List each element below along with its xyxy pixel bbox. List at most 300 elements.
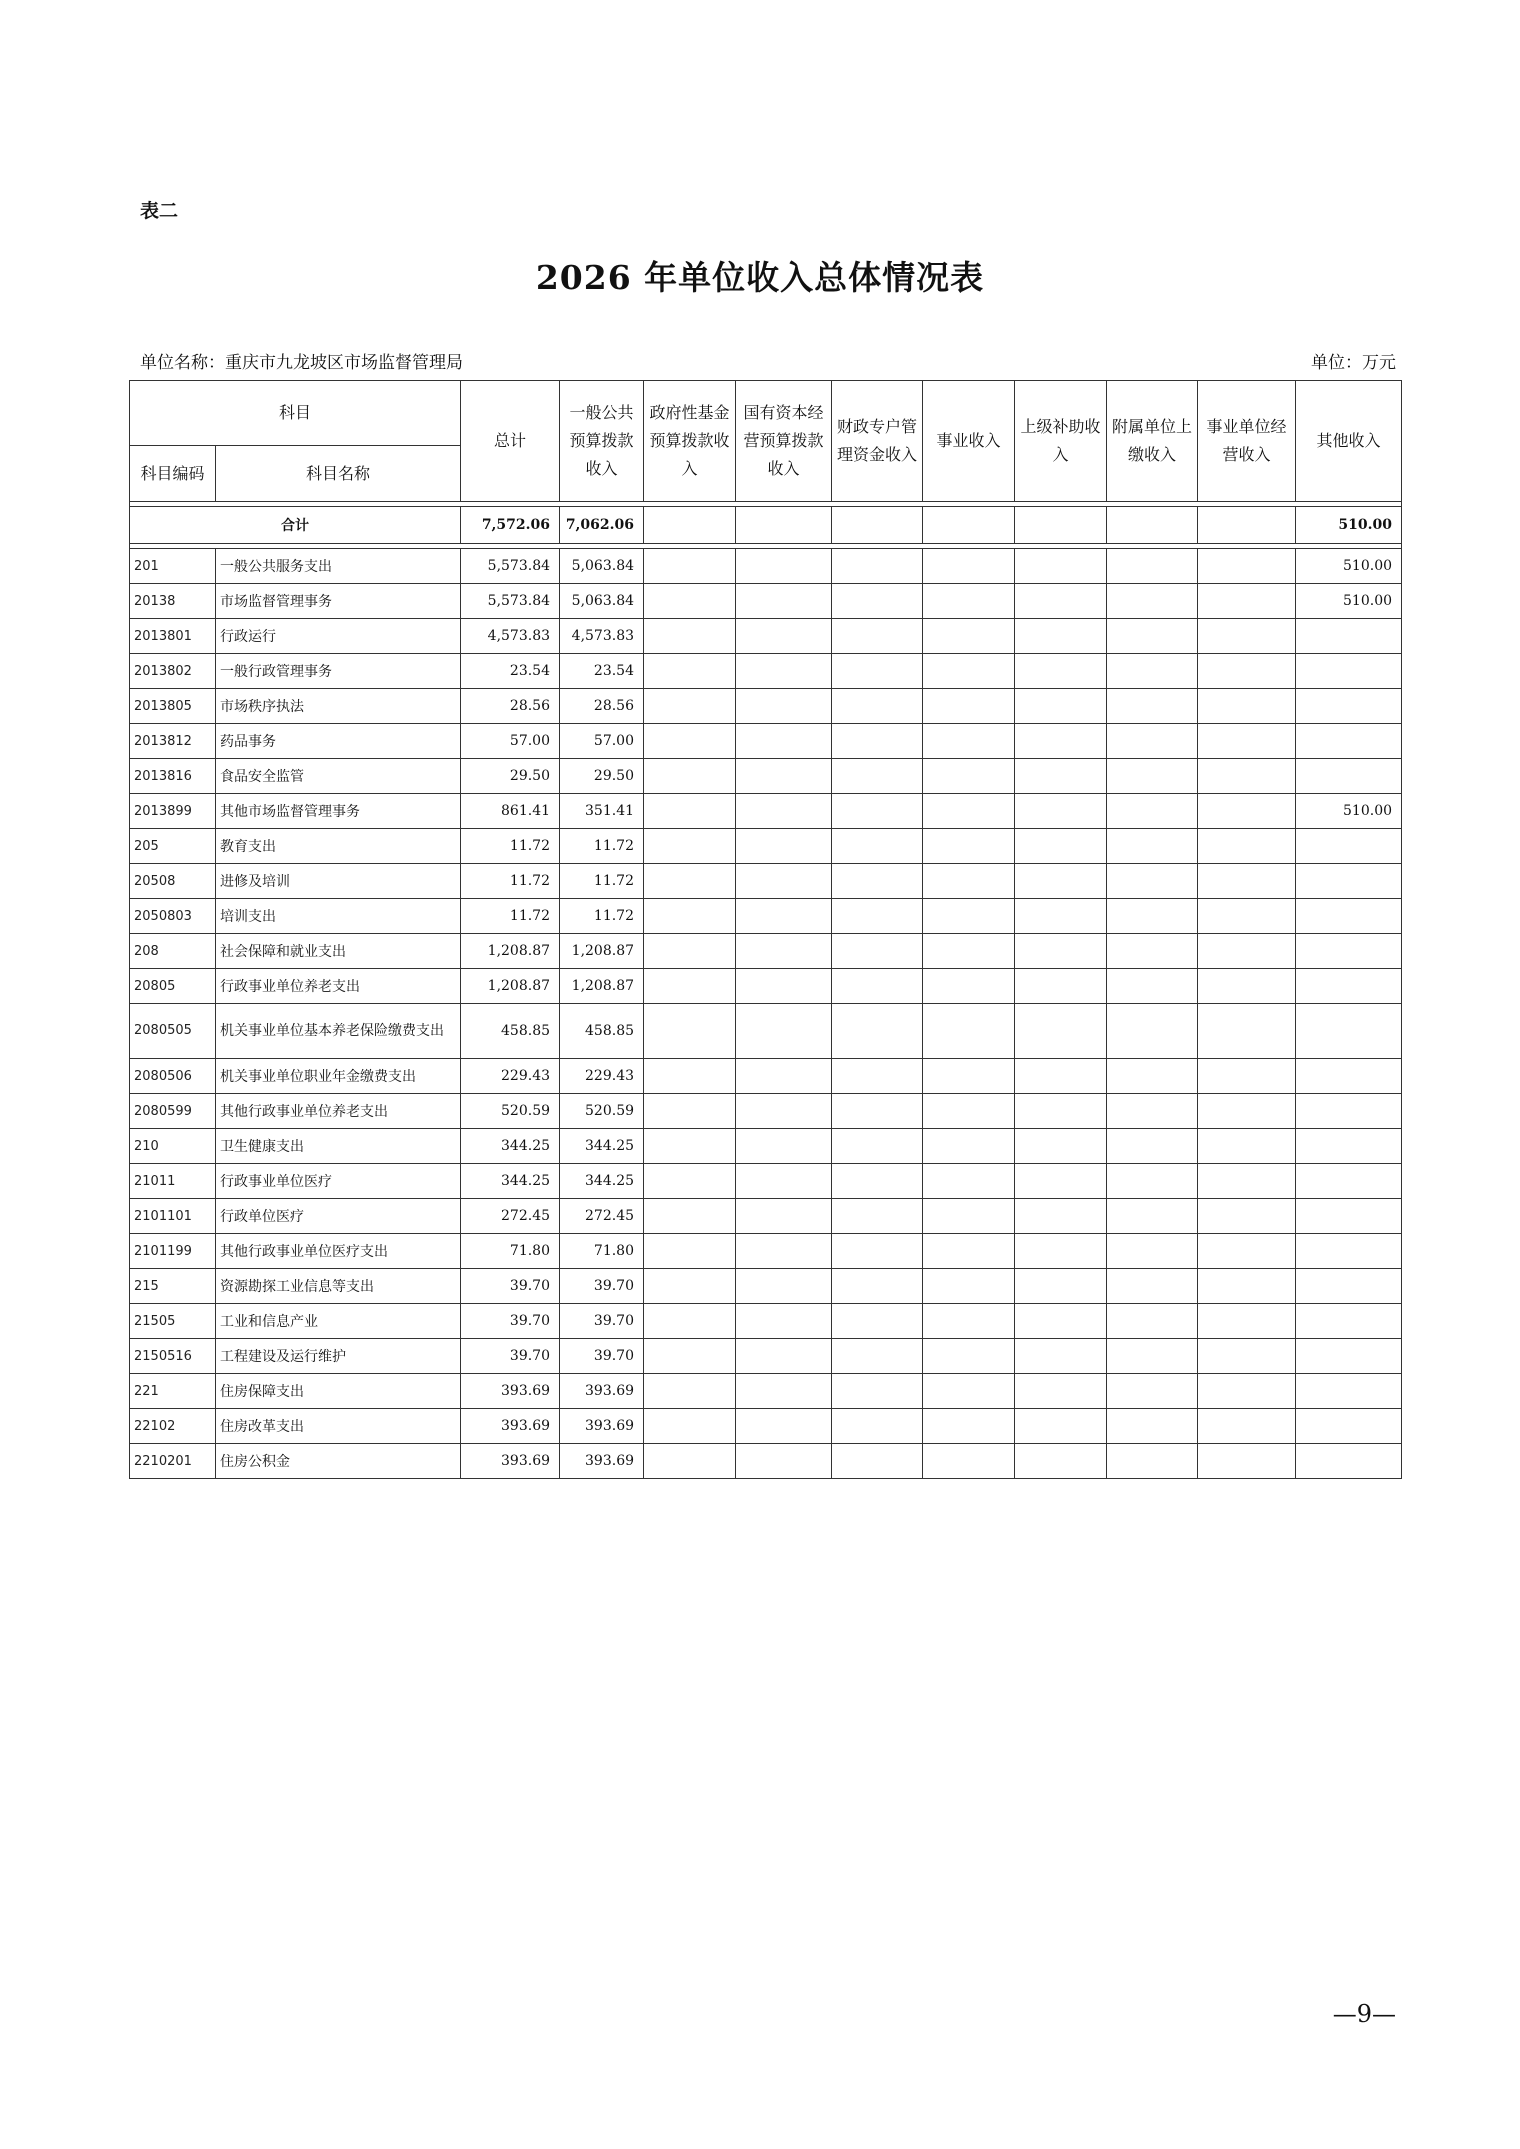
empty-cell	[1198, 794, 1296, 829]
subject-code: 2013816	[130, 759, 216, 794]
empty-cell	[1015, 864, 1107, 899]
other-income-cell	[1296, 1409, 1402, 1444]
subject-name: 行政单位医疗	[216, 1199, 461, 1234]
total-label: 合计	[130, 507, 461, 544]
total-cell: 23.54	[461, 654, 560, 689]
empty-cell	[736, 1409, 832, 1444]
empty-cell	[1107, 1234, 1198, 1269]
unit-label: 单位：万元	[1311, 353, 1396, 373]
general-budget-cell: 393.69	[560, 1444, 644, 1479]
empty-cell	[736, 1269, 832, 1304]
other-income-cell	[1296, 1004, 1402, 1059]
table-row	[130, 1444, 1402, 1479]
empty-cell	[1198, 1004, 1296, 1059]
general-budget-cell: 393.69	[560, 1374, 644, 1409]
header-subject-name: 科目名称	[216, 446, 461, 502]
subject-code: 2150516	[130, 1339, 216, 1374]
page-number: —9—	[1332, 2000, 1396, 2028]
header-business-income: 事业收入	[923, 381, 1015, 502]
header-superior-subsidy: 上级补助收入	[1015, 381, 1107, 502]
table-row	[130, 759, 1402, 794]
other-income-cell	[1296, 1234, 1402, 1269]
total-cell: 458.85	[461, 1004, 560, 1059]
subject-code: 2050803	[130, 899, 216, 934]
empty-cell	[832, 1234, 923, 1269]
empty-cell	[832, 1374, 923, 1409]
empty-cell	[832, 1304, 923, 1339]
empty-cell	[644, 1374, 736, 1409]
other-income-cell	[1296, 619, 1402, 654]
empty-cell	[1107, 969, 1198, 1004]
empty-cell	[1198, 1094, 1296, 1129]
empty-cell	[644, 1234, 736, 1269]
empty-cell	[644, 619, 736, 654]
general-budget-cell: 39.70	[560, 1339, 644, 1374]
empty-cell	[832, 1339, 923, 1374]
header-operating-income: 事业单位经营收入	[1198, 381, 1296, 502]
general-budget-cell: 71.80	[560, 1234, 644, 1269]
empty-cell	[1198, 1059, 1296, 1094]
empty-cell	[736, 1094, 832, 1129]
other-income-cell: 510.00	[1296, 549, 1402, 584]
table-row	[130, 1059, 1402, 1094]
empty-cell	[923, 829, 1015, 864]
empty-cell	[923, 1094, 1015, 1129]
empty-cell	[1198, 864, 1296, 899]
empty-cell	[1107, 1004, 1198, 1059]
empty-cell	[1015, 969, 1107, 1004]
total-cell: 520.59	[461, 1094, 560, 1129]
empty-cell	[923, 1129, 1015, 1164]
header-total: 总计	[461, 381, 560, 502]
subject-name: 行政事业单位医疗	[216, 1164, 461, 1199]
general-budget-cell: 458.85	[560, 1004, 644, 1059]
subject-code: 2101199	[130, 1234, 216, 1269]
general-budget-cell: 344.25	[560, 1129, 644, 1164]
other-income-cell	[1296, 1129, 1402, 1164]
empty-cell	[1198, 899, 1296, 934]
subject-code: 2101101	[130, 1199, 216, 1234]
subject-code: 2080599	[130, 1094, 216, 1129]
empty-cell	[832, 829, 923, 864]
subject-name: 住房公积金	[216, 1444, 461, 1479]
subject-code: 21011	[130, 1164, 216, 1199]
empty-cell	[1198, 689, 1296, 724]
general-budget-cell: 29.50	[560, 759, 644, 794]
total-other-income: 510.00	[1296, 507, 1402, 544]
empty-cell	[1015, 1164, 1107, 1199]
subject-code: 2013801	[130, 619, 216, 654]
general-budget-cell: 39.70	[560, 1269, 644, 1304]
empty-cell	[832, 1444, 923, 1479]
subject-name: 工程建设及运行维护	[216, 1339, 461, 1374]
empty-cell	[1107, 1374, 1198, 1409]
empty-cell	[923, 1199, 1015, 1234]
empty-cell	[1107, 1339, 1198, 1374]
subject-name: 资源勘探工业信息等支出	[216, 1269, 461, 1304]
empty-cell	[832, 1409, 923, 1444]
empty-cell	[832, 1129, 923, 1164]
subject-name: 住房改革支出	[216, 1409, 461, 1444]
general-budget-cell: 57.00	[560, 724, 644, 759]
subject-code: 208	[130, 934, 216, 969]
subject-name: 其他市场监督管理事务	[216, 794, 461, 829]
empty-cell	[1015, 829, 1107, 864]
empty-cell	[644, 1199, 736, 1234]
other-income-cell: 510.00	[1296, 584, 1402, 619]
empty-cell	[736, 1339, 832, 1374]
total-cell: 39.70	[461, 1269, 560, 1304]
empty-cell	[832, 969, 923, 1004]
table-row	[130, 619, 1402, 654]
empty-cell	[644, 1304, 736, 1339]
income-table	[129, 380, 1402, 1479]
empty-cell	[1107, 619, 1198, 654]
empty-cell	[832, 1269, 923, 1304]
table-row	[130, 864, 1402, 899]
empty-cell	[1198, 619, 1296, 654]
subject-code: 221	[130, 1374, 216, 1409]
empty-cell	[736, 934, 832, 969]
empty-cell	[1198, 1374, 1296, 1409]
empty-cell	[1015, 1269, 1107, 1304]
general-budget-cell: 23.54	[560, 654, 644, 689]
total-general-budget: 7,062.06	[560, 507, 644, 544]
empty-cell	[923, 969, 1015, 1004]
empty-cell	[832, 584, 923, 619]
empty-cell	[1015, 1304, 1107, 1339]
other-income-cell	[1296, 654, 1402, 689]
other-income-cell	[1296, 829, 1402, 864]
empty-cell	[1107, 1444, 1198, 1479]
total-cell: 11.72	[461, 829, 560, 864]
empty-cell	[1198, 1409, 1296, 1444]
empty-cell	[1198, 759, 1296, 794]
table-row	[130, 1234, 1402, 1269]
other-income-cell	[1296, 1269, 1402, 1304]
empty-cell	[923, 864, 1015, 899]
empty-cell	[736, 969, 832, 1004]
empty-cell	[736, 619, 832, 654]
page-title: 2026 年单位收入总体情况表	[535, 258, 985, 297]
empty-cell	[1015, 1234, 1107, 1269]
table-row	[130, 1094, 1402, 1129]
empty-cell	[923, 619, 1015, 654]
other-income-cell	[1296, 759, 1402, 794]
header-other-income: 其他收入	[1296, 381, 1402, 502]
table-row	[130, 899, 1402, 934]
table-tag: 表二	[140, 200, 179, 222]
subject-code: 2013802	[130, 654, 216, 689]
table-row	[130, 1304, 1402, 1339]
total-cell: 57.00	[461, 724, 560, 759]
subject-name: 市场秩序执法	[216, 689, 461, 724]
empty-cell	[1107, 1304, 1198, 1339]
table-row	[130, 1164, 1402, 1199]
other-income-cell	[1296, 1059, 1402, 1094]
empty-cell	[736, 1004, 832, 1059]
empty-cell	[1107, 1059, 1198, 1094]
general-budget-cell: 11.72	[560, 829, 644, 864]
empty-cell	[1107, 864, 1198, 899]
empty-cell	[736, 549, 832, 584]
empty-cell	[923, 689, 1015, 724]
subject-name: 教育支出	[216, 829, 461, 864]
empty-cell	[923, 584, 1015, 619]
general-budget-cell: 1,208.87	[560, 934, 644, 969]
subject-name: 社会保障和就业支出	[216, 934, 461, 969]
table-row	[130, 934, 1402, 969]
other-income-cell	[1296, 1164, 1402, 1199]
total-cell: 5,573.84	[461, 549, 560, 584]
empty-cell	[923, 1234, 1015, 1269]
empty-cell	[736, 1444, 832, 1479]
subject-code: 2210201	[130, 1444, 216, 1479]
subject-name: 一般公共服务支出	[216, 549, 461, 584]
table-row	[130, 1374, 1402, 1409]
subject-code: 20508	[130, 864, 216, 899]
empty-cell	[1198, 934, 1296, 969]
general-budget-cell: 272.45	[560, 1199, 644, 1234]
empty-cell	[832, 724, 923, 759]
total-cell: 5,573.84	[461, 584, 560, 619]
subject-name: 培训支出	[216, 899, 461, 934]
subject-name: 一般行政管理事务	[216, 654, 461, 689]
empty-cell	[923, 724, 1015, 759]
empty-cell	[1015, 1374, 1107, 1409]
subject-code: 2080506	[130, 1059, 216, 1094]
empty-cell	[1107, 1164, 1198, 1199]
general-budget-cell: 393.69	[560, 1409, 644, 1444]
empty-cell	[644, 724, 736, 759]
other-income-cell	[1296, 1094, 1402, 1129]
header-general-budget: 一般公共预算拨款收入	[560, 381, 644, 502]
empty-cell	[923, 1269, 1015, 1304]
empty-cell	[1107, 654, 1198, 689]
empty-cell	[1198, 1304, 1296, 1339]
empty-cell	[923, 1339, 1015, 1374]
empty-cell	[923, 1004, 1015, 1059]
empty-cell	[832, 759, 923, 794]
empty-cell	[1107, 584, 1198, 619]
table-row	[130, 689, 1402, 724]
total-cell: 861.41	[461, 794, 560, 829]
empty-cell	[736, 1304, 832, 1339]
empty-cell	[1015, 549, 1107, 584]
empty-cell	[1015, 1409, 1107, 1444]
empty-cell	[644, 794, 736, 829]
empty-cell	[1198, 584, 1296, 619]
total-sum: 7,572.06	[461, 507, 560, 544]
empty-cell	[736, 584, 832, 619]
empty-cell	[1107, 759, 1198, 794]
empty-cell	[923, 654, 1015, 689]
subject-name: 市场监督管理事务	[216, 584, 461, 619]
empty-cell	[736, 689, 832, 724]
other-income-cell	[1296, 1444, 1402, 1479]
empty-cell	[644, 1129, 736, 1164]
header-state-capital: 国有资本经营预算拨款收入	[736, 381, 832, 502]
header-subject-code: 科目编码	[130, 446, 216, 502]
total-cell: 1,208.87	[461, 934, 560, 969]
empty-cell	[1107, 724, 1198, 759]
header-special-fund: 财政专户管理资金收入	[832, 381, 923, 502]
empty-cell	[832, 864, 923, 899]
table-row	[130, 1409, 1402, 1444]
other-income-cell	[1296, 899, 1402, 934]
empty-cell	[1015, 1059, 1107, 1094]
empty-cell	[1015, 899, 1107, 934]
table-row	[130, 969, 1402, 1004]
empty-cell	[1107, 934, 1198, 969]
empty-cell	[736, 1129, 832, 1164]
total-cell: 28.56	[461, 689, 560, 724]
empty-cell	[1015, 794, 1107, 829]
other-income-cell	[1296, 969, 1402, 1004]
other-income-cell	[1296, 864, 1402, 899]
empty-cell	[1107, 829, 1198, 864]
empty-cell	[923, 549, 1015, 584]
unit-name: 单位名称：重庆市九龙坡区市场监督管理局	[140, 353, 463, 373]
empty-cell	[832, 619, 923, 654]
empty-cell	[1107, 794, 1198, 829]
empty-cell	[1015, 1339, 1107, 1374]
empty-cell	[923, 1374, 1015, 1409]
total-row	[130, 507, 1402, 544]
header-gov-fund: 政府性基金预算拨款收入	[644, 381, 736, 502]
total-cell: 39.70	[461, 1339, 560, 1374]
empty-cell	[923, 934, 1015, 969]
general-budget-cell: 344.25	[560, 1164, 644, 1199]
subject-code: 215	[130, 1269, 216, 1304]
empty-cell	[736, 1199, 832, 1234]
general-budget-cell: 28.56	[560, 689, 644, 724]
empty-cell	[736, 1164, 832, 1199]
subject-name: 药品事务	[216, 724, 461, 759]
table-row	[130, 1339, 1402, 1374]
header-subject: 科目	[130, 381, 461, 446]
subject-code: 210	[130, 1129, 216, 1164]
empty-cell	[923, 1444, 1015, 1479]
empty-cell	[1015, 934, 1107, 969]
empty-cell	[832, 1094, 923, 1129]
empty-cell	[832, 549, 923, 584]
empty-cell	[1015, 1199, 1107, 1234]
empty-cell	[1015, 1129, 1107, 1164]
empty-cell	[923, 899, 1015, 934]
subject-name: 进修及培训	[216, 864, 461, 899]
table-row	[130, 654, 1402, 689]
empty-cell	[644, 1004, 736, 1059]
empty-cell	[644, 1269, 736, 1304]
empty-cell	[736, 724, 832, 759]
subject-name: 其他行政事业单位养老支出	[216, 1094, 461, 1129]
header-affiliate-income: 附属单位上缴收入	[1107, 381, 1198, 502]
table-row	[130, 584, 1402, 619]
empty-cell	[1198, 1339, 1296, 1374]
empty-cell	[923, 1304, 1015, 1339]
empty-cell	[736, 864, 832, 899]
table-row	[130, 1269, 1402, 1304]
total-cell: 11.72	[461, 899, 560, 934]
general-budget-cell: 11.72	[560, 899, 644, 934]
empty-cell	[644, 549, 736, 584]
empty-cell	[1107, 899, 1198, 934]
empty-cell	[736, 1059, 832, 1094]
empty-cell	[1107, 1199, 1198, 1234]
total-cell: 344.25	[461, 1164, 560, 1199]
subject-code: 22102	[130, 1409, 216, 1444]
empty-cell	[644, 864, 736, 899]
table-row	[130, 794, 1402, 829]
subject-code: 20138	[130, 584, 216, 619]
general-budget-cell: 5,063.84	[560, 549, 644, 584]
empty-cell	[832, 1164, 923, 1199]
empty-cell	[1015, 619, 1107, 654]
empty-cell	[1015, 724, 1107, 759]
empty-cell	[1198, 549, 1296, 584]
empty-cell	[736, 654, 832, 689]
empty-cell	[832, 1199, 923, 1234]
empty-cell	[1198, 1269, 1296, 1304]
empty-cell	[644, 899, 736, 934]
subject-code: 205	[130, 829, 216, 864]
subject-code: 2013812	[130, 724, 216, 759]
empty-cell	[1198, 1129, 1296, 1164]
subject-code: 21505	[130, 1304, 216, 1339]
total-cell: 393.69	[461, 1374, 560, 1409]
empty-cell	[923, 759, 1015, 794]
empty-cell	[736, 1374, 832, 1409]
empty-cell	[1198, 724, 1296, 759]
empty-cell	[832, 899, 923, 934]
general-budget-cell: 351.41	[560, 794, 644, 829]
table-row	[130, 549, 1402, 584]
other-income-cell: 510.00	[1296, 794, 1402, 829]
subject-code: 2080505	[130, 1004, 216, 1059]
subject-code: 2013899	[130, 794, 216, 829]
empty-cell	[736, 1234, 832, 1269]
total-cell: 39.70	[461, 1304, 560, 1339]
empty-cell	[1198, 829, 1296, 864]
other-income-cell	[1296, 1339, 1402, 1374]
total-cell: 272.45	[461, 1199, 560, 1234]
empty-cell	[1107, 1129, 1198, 1164]
empty-cell	[644, 969, 736, 1004]
empty-cell	[736, 829, 832, 864]
empty-cell	[644, 934, 736, 969]
other-income-cell	[1296, 1374, 1402, 1409]
general-budget-cell: 39.70	[560, 1304, 644, 1339]
subject-name: 行政事业单位养老支出	[216, 969, 461, 1004]
empty-cell	[644, 1094, 736, 1129]
table-row	[130, 1199, 1402, 1234]
empty-cell	[832, 1004, 923, 1059]
empty-cell	[1107, 689, 1198, 724]
empty-cell	[736, 899, 832, 934]
other-income-cell	[1296, 1304, 1402, 1339]
empty-cell	[644, 1164, 736, 1199]
table-row	[130, 1129, 1402, 1164]
other-income-cell	[1296, 1199, 1402, 1234]
empty-cell	[1107, 1409, 1198, 1444]
empty-cell	[1198, 1444, 1296, 1479]
empty-cell	[1198, 969, 1296, 1004]
empty-cell	[1015, 1094, 1107, 1129]
total-cell: 4,573.83	[461, 619, 560, 654]
empty-cell	[1198, 1234, 1296, 1269]
subject-name: 其他行政事业单位医疗支出	[216, 1234, 461, 1269]
